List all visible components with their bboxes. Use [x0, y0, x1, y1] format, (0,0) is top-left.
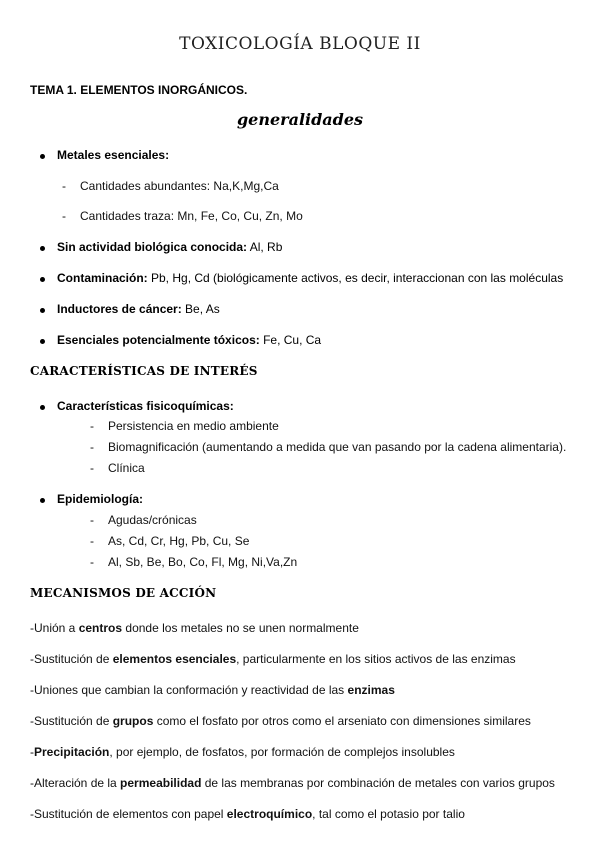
bullet-icon	[40, 246, 45, 251]
bullet-icon	[40, 339, 45, 344]
mechanism-item: -Uniones que cambian la conformación y reactividad de las enzimas	[30, 683, 395, 697]
page-title: TOXICOLOGÍA BLOQUE II	[179, 34, 421, 54]
mechanism-item: -Alteración de la permeabilidad de las membranas por combinación de metales con varios grupos	[30, 776, 555, 790]
mechanism-item: -Sustitución de grupos como el fosfato por otros como el arseniato con dimensiones similares	[30, 714, 531, 728]
section-heading-mecanismos: MECANISMOS DE ACCIÓN	[30, 586, 217, 600]
bullet-icon	[40, 498, 45, 503]
bullet-icon	[40, 308, 45, 313]
bullet-icon	[40, 154, 45, 159]
section-subtitle: generalidades	[236, 110, 364, 129]
metales-esenciales-label: Metales esenciales:	[57, 148, 170, 162]
mechanism-item: -Sustitución de elementos esenciales, particularmente en los sitios activos de las enzimas	[30, 652, 516, 666]
document-page: TOXICOLOGÍA BLOQUE II TEMA 1. ELEMENTOS INORGÁNICOS. generalidades Metales esenciales: - Cantidades abundantes: Na,K,Mg,Ca - Cantidades traza: Mn, Fe, Co, Cu, Zn, Mo Sin actividad biológica conocida: Al, Rb Contaminación: Pb, Hg, Cd (biológicamente activos, es decir, interaccionan con las moléculas Inductores de cáncer: Be, As Esenciales potencialmente tóxicos: Fe, Cu, Ca CARACTERÍSTICAS DE INTERÉS Características fisicoquímicas: - Persistencia en medio ambiente - Biomagnificación (aumentando a medida que van pasando por la cadena alimentaria). - Clínica Epidemiología: - Agudas/crónicas - As, Cd, Cr, Hg, Pb, Cu, Se - Al, Sb, Be, Bo, Co, Fl, Mg, Ni,Va,Zn MECANISMOS DE ACCIÓN -Unión a centros donde los metales no se unen normalmente -Sustitución de elementos esenciales, particularmente en los sitios activos de las enzimas -Uniones que cambian la conformación y reactividad de las enzimas -Sustitución de grupos como el fosfato por otros como el arseniato con dimensiones similares -Precipitación, por ejemplo, de fosfatos, por formación de complejos insolubles -Alteración de la permeabilidad de las membranas por combinación de metales con varios grupos -Sustitución de elementos con papel electroquímico, tal como el potasio por talio	[0, 0, 600, 848]
topic-heading: TEMA 1. ELEMENTOS INORGÁNICOS.	[30, 83, 248, 97]
bullet-icon	[40, 405, 45, 410]
mechanism-item: -Precipitación, por ejemplo, de fosfatos, por formación de complejos insolubles	[30, 745, 455, 759]
bullet-icon	[40, 277, 45, 282]
mechanism-item: -Sustitución de elementos con papel electroquímico, tal como el potasio por talio	[30, 807, 465, 821]
mechanism-item: -Unión a centros donde los metales no se unen normalmente	[30, 621, 359, 635]
section-heading-caracteristicas: CARACTERÍSTICAS DE INTERÉS	[30, 364, 258, 378]
